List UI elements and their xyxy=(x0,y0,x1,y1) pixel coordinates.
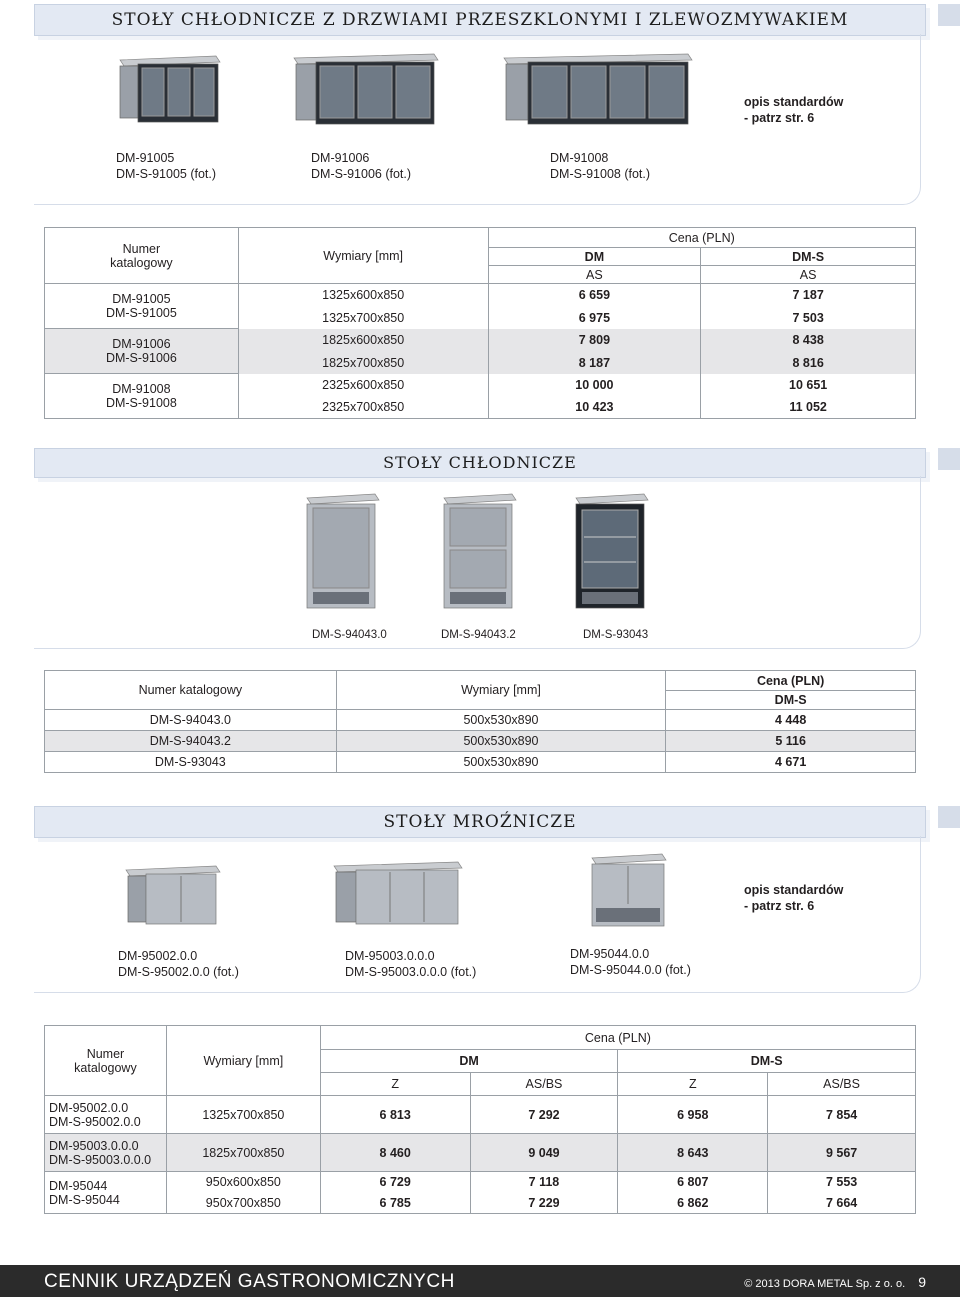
corner-decoration xyxy=(938,448,960,470)
price-table-glass xyxy=(44,227,916,419)
note-line: opis standardów xyxy=(744,95,844,109)
product-label: DM-S-94043.0 xyxy=(312,629,387,641)
price-table-chill xyxy=(44,670,916,773)
table-cell: 6 807 xyxy=(618,1172,768,1193)
product-image-dm-95002 xyxy=(122,862,222,932)
product-image-dm-s-94043-2 xyxy=(440,492,520,618)
header-cell: Wymiary [mm] xyxy=(166,1026,320,1096)
table-cell: 7 664 xyxy=(768,1193,916,1214)
note-line: - patrz str. 6 xyxy=(744,111,815,125)
product-image-dm-91008 xyxy=(500,50,695,130)
section-title: STOŁY MROŹNICZE xyxy=(383,812,577,832)
product-image-dm-91005 xyxy=(112,52,222,132)
table-cell: 7 118 xyxy=(470,1172,618,1193)
table-cell: 9 049 xyxy=(470,1134,618,1172)
header-cell: Cena (PLN) xyxy=(488,228,915,248)
table-cell: 8 816 xyxy=(701,352,916,374)
header-cell: AS xyxy=(488,266,701,284)
table-cell: DM-95002.0.0 DM-S-95002.0.0 xyxy=(45,1096,167,1134)
header-cell: Wymiary [mm] xyxy=(238,228,488,284)
label-line: DM-S-95003.0.0.0 (fot.) xyxy=(345,965,477,979)
copyright-text: © 2013 DORA METAL Sp. z o. o. xyxy=(744,1278,906,1290)
note-line: opis standardów xyxy=(744,883,844,897)
table-cell: 2325x700x850 xyxy=(238,397,488,419)
header-cell: AS xyxy=(701,266,916,284)
header-cell: DM-S xyxy=(701,248,916,266)
header-cell: AS/BS xyxy=(768,1073,916,1096)
product-label xyxy=(570,946,691,978)
section-title: STOŁY CHŁODNICZE xyxy=(383,453,577,472)
header-cell: Z xyxy=(320,1073,470,1096)
table-cell: 7 229 xyxy=(470,1193,618,1214)
table-cell: 7 809 xyxy=(488,329,701,352)
table-cell: DM-95044 DM-S-95044 xyxy=(45,1172,167,1214)
table-cell: 8 643 xyxy=(618,1134,768,1172)
table-cell: 10 651 xyxy=(701,374,916,397)
table-cell: 500x530x890 xyxy=(336,731,666,752)
header-cell: AS/BS xyxy=(470,1073,618,1096)
table-cell: 10 423 xyxy=(488,397,701,419)
section-banner-freeze xyxy=(34,806,926,838)
header-cell: Numer katalogowy xyxy=(45,228,239,284)
footer-title: CENNIK URZĄDZEŃ GASTRONOMICZNYCH xyxy=(44,1271,455,1292)
page-number: 9 xyxy=(918,1274,926,1290)
table-cell: 1325x700x850 xyxy=(166,1096,320,1134)
table-cell: DM-91005 DM-S-91005 xyxy=(45,284,239,329)
table-cell: 5 116 xyxy=(666,731,916,752)
header-cell: Cena (PLN) xyxy=(320,1026,915,1050)
label-line: DM-91006 xyxy=(311,151,370,165)
table-cell: 8 187 xyxy=(488,352,701,374)
table-cell: 1325x600x850 xyxy=(238,284,488,307)
header-cell: Wymiary [mm] xyxy=(336,671,666,710)
label-line: DM-95044.0.0 xyxy=(570,947,650,961)
product-label xyxy=(550,150,650,182)
corner-decoration xyxy=(938,4,960,26)
table-cell: 950x700x850 xyxy=(166,1193,320,1214)
product-image-dm-s-94043-0 xyxy=(303,492,383,618)
product-label xyxy=(118,948,239,980)
table-cell: 1825x700x850 xyxy=(166,1134,320,1172)
product-label xyxy=(116,150,216,182)
table-cell: 6 729 xyxy=(320,1172,470,1193)
section-title: STOŁY CHŁODNICZE Z DRZWIAMI PRZESZKLONYMI I ZLEWOZMYWAKIEM xyxy=(111,10,849,30)
table-cell: 6 862 xyxy=(618,1193,768,1214)
table-cell: 4 671 xyxy=(666,752,916,773)
header-cell: DM xyxy=(488,248,701,266)
table-cell: 9 567 xyxy=(768,1134,916,1172)
product-label: DM-S-94043.2 xyxy=(441,629,516,641)
header-cell: DM xyxy=(320,1050,618,1073)
header-cell: Numer katalogowy xyxy=(45,1026,167,1096)
table-cell: 10 000 xyxy=(488,374,701,397)
label-line: DM-91005 xyxy=(116,151,175,165)
table-cell: 6 958 xyxy=(618,1096,768,1134)
table-cell: 7 553 xyxy=(768,1172,916,1193)
product-label xyxy=(311,150,411,182)
table-cell: 950x600x850 xyxy=(166,1172,320,1193)
table-cell: DM-S-94043.0 xyxy=(45,710,337,731)
price-table-freeze xyxy=(44,1025,916,1214)
label-line: DM-S-95044.0.0 (fot.) xyxy=(570,963,691,977)
table-cell: DM-S-93043 xyxy=(45,752,337,773)
table-cell: 6 785 xyxy=(320,1193,470,1214)
product-label xyxy=(345,948,476,980)
table-cell: DM-S-94043.2 xyxy=(45,731,337,752)
note-line: - patrz str. 6 xyxy=(744,899,815,913)
product-image-dm-91006 xyxy=(290,50,440,132)
label-line: DM-S-95002.0.0 (fot.) xyxy=(118,965,239,979)
table-cell: DM-95003.0.0.0 DM-S-95003.0.0.0 xyxy=(45,1134,167,1172)
table-cell: 1325x700x850 xyxy=(238,307,488,329)
table-cell: 11 052 xyxy=(701,397,916,419)
product-label: DM-S-93043 xyxy=(583,629,649,641)
table-cell: 1825x700x850 xyxy=(238,352,488,374)
section-banner-chill xyxy=(34,448,926,478)
header-cell: Numer katalogowy xyxy=(45,671,337,710)
product-image-dm-95044 xyxy=(588,852,670,930)
table-cell: 7 292 xyxy=(470,1096,618,1134)
product-image-dm-s-93043 xyxy=(572,492,652,618)
table-cell: 2325x600x850 xyxy=(238,374,488,397)
header-cell: Z xyxy=(618,1073,768,1096)
label-line: DM-S-91006 (fot.) xyxy=(311,167,412,181)
standards-note xyxy=(744,882,843,914)
table-cell: DM-91006 DM-S-91006 xyxy=(45,329,239,374)
product-image-dm-95003 xyxy=(330,858,465,932)
table-cell: DM-91008 DM-S-91008 xyxy=(45,374,239,419)
table-cell: 500x530x890 xyxy=(336,710,666,731)
label-line: DM-91008 xyxy=(550,151,609,165)
corner-decoration xyxy=(938,806,960,828)
table-cell: 1825x600x850 xyxy=(238,329,488,352)
label-line: DM-95003.0.0.0 xyxy=(345,949,435,963)
label-line: DM-95002.0.0 xyxy=(118,949,198,963)
label-line: DM-S-91005 (fot.) xyxy=(116,167,217,181)
section-banner-glass xyxy=(34,4,926,36)
table-cell: 6 813 xyxy=(320,1096,470,1134)
header-cell: DM-S xyxy=(666,691,916,710)
table-cell: 8 438 xyxy=(701,329,916,352)
table-cell: 4 448 xyxy=(666,710,916,731)
header-cell: Cena (PLN) xyxy=(666,671,916,691)
table-cell: 500x530x890 xyxy=(336,752,666,773)
table-cell: 6 975 xyxy=(488,307,701,329)
label-line: DM-S-91008 (fot.) xyxy=(550,167,651,181)
table-cell: 7 187 xyxy=(701,284,916,307)
table-cell: 7 503 xyxy=(701,307,916,329)
table-cell: 6 659 xyxy=(488,284,701,307)
standards-note xyxy=(744,94,843,126)
header-cell: DM-S xyxy=(618,1050,916,1073)
footer-right xyxy=(744,1274,926,1290)
table-cell: 8 460 xyxy=(320,1134,470,1172)
table-cell: 7 854 xyxy=(768,1096,916,1134)
page-footer xyxy=(0,1265,960,1297)
